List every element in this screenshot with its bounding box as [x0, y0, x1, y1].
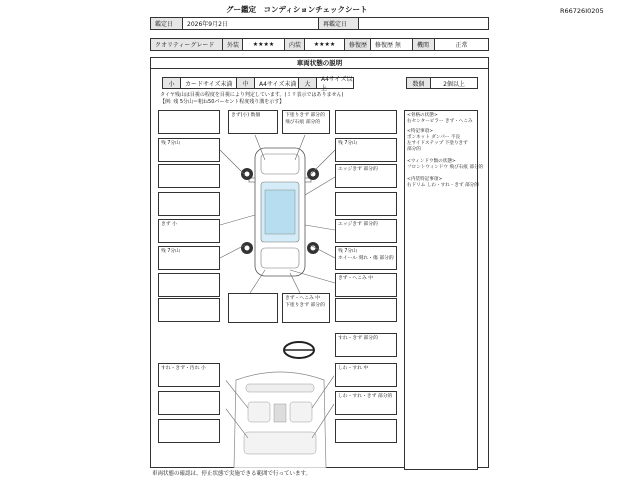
legend-large: 大: [299, 78, 317, 88]
appraisal-date-value: 2026年9月2日: [183, 18, 319, 29]
callout-tire-rl: 残 7分山: [161, 249, 180, 254]
callout-int-left: すれ・きず・汚れ 小: [161, 366, 206, 371]
callout-box-int-2: [335, 363, 397, 387]
footer-note: 車両状態の確認は、停止状態で実施できる範囲で行っています。: [152, 471, 312, 477]
callout-right-edge: エッジきず 部分的: [338, 167, 378, 172]
repair-history-label: 修復歴: [345, 39, 371, 50]
sheet-title: グー鑑定 コンディションチェックシート: [226, 5, 368, 14]
callout-bottom-undercoat: 下塗りきず 部分的: [285, 303, 325, 308]
note-interior-title: <内装特記事項>: [407, 177, 443, 182]
callout-tire-rr: 残 7分山: [338, 249, 357, 254]
callout-int-right2: しわ・すれ 中: [338, 366, 369, 371]
callout-top-undercoat: 下塗りきず 部分的: [285, 113, 325, 118]
callout-top-scratch: きず(小) 数個: [231, 113, 261, 118]
section-title: 車両状態の説明: [150, 57, 489, 69]
note-frame-text: 右センターピラー きず・へこみ: [407, 119, 473, 124]
note-special-text2: 左サイドステップ 下塗りきず: [407, 141, 468, 146]
callout-box-int-1: [335, 333, 397, 357]
callout-box-int-left-3: [158, 419, 220, 443]
legend-small-desc: カードサイズ未満: [181, 78, 237, 88]
callout-box-int-left-2: [158, 391, 220, 415]
legend-large-desc: A4サイズ以上: [321, 76, 353, 92]
reappraisal-date-value: [359, 18, 488, 29]
note-special-text1: ボンネット ダンパー 不良: [407, 135, 461, 140]
legend-count: 数個: [407, 78, 431, 88]
document-id: R66726I0205: [560, 7, 604, 15]
note-special-text3: 部分的: [407, 147, 421, 152]
callout-right-edge2: エッジきず 部分的: [338, 222, 378, 227]
legend-medium: 中: [237, 78, 255, 88]
steering-wheel-icon: [282, 340, 316, 360]
interior-label: 内装: [285, 39, 305, 50]
legend-medium-desc: A4サイズ未満: [255, 78, 299, 88]
legend-count-desc: 2個以上: [443, 80, 465, 88]
callout-box-int-4: [335, 419, 397, 443]
callout-tire-fl: 残 7分山: [161, 141, 180, 146]
legend-small: 小: [163, 78, 181, 88]
note-special-title: <特記事項>: [407, 129, 434, 134]
engine-value: 正常: [455, 42, 468, 49]
callout-tire-fr: 残 7分山: [338, 141, 357, 146]
callout-int-right3: しわ・すれ・きず 部分的: [338, 394, 393, 399]
note-frame-title: <骨格の状態>: [407, 113, 438, 118]
appraisal-date-row: [150, 17, 489, 30]
count-legend: [406, 77, 478, 89]
callout-top-chip: 飛び石痕 部分的: [285, 120, 321, 125]
exterior-rating: ★★★★: [243, 39, 285, 50]
note-interior-text: 右ドリム しわ・すれ・きず 部分的: [407, 183, 479, 188]
note-window-title: <ウィンドウ類の状態>: [407, 159, 456, 164]
callout-right-scratch-dent: きず・へこみ 中: [338, 276, 374, 281]
quality-grade-label: クオリティーグレード: [151, 39, 223, 50]
exterior-label: 外装: [223, 39, 243, 50]
callout-box-int-left: [158, 363, 220, 387]
callout-box-int-3: [335, 391, 397, 415]
note-window-text: フロントウィンドウ 飛び石痕 部分的: [407, 165, 484, 170]
quality-grade-row: [150, 38, 489, 51]
tire-note-line1: タイヤ残山は目視の程度を目視により判定しています。(ミリ表示ではありません): [160, 92, 344, 98]
interior-seat-diagram: [226, 368, 334, 468]
size-legend: [162, 76, 354, 92]
callout-int-steering: すれ・きず 部分的: [338, 336, 378, 341]
callout-bottom-dent: きず・へこみ 中: [285, 296, 321, 301]
reappraisal-date-label: 再鑑定日: [319, 18, 359, 29]
leader-lines: [150, 105, 400, 325]
repair-history-value: 修復歴 無: [371, 39, 413, 50]
interior-rating: ★★★★: [305, 39, 345, 50]
appraisal-date-label: 鑑定日: [151, 18, 183, 29]
tire-note-line2: 【例: 残 5分山＝粗ね50パーセント程度残り溝を示す】: [160, 99, 285, 105]
engine-label: 機関: [413, 39, 435, 50]
callout-left-scratch: きず 小: [161, 222, 177, 227]
callout-right-wheel: ホイール 刻れ・傷 部分的: [338, 256, 394, 261]
